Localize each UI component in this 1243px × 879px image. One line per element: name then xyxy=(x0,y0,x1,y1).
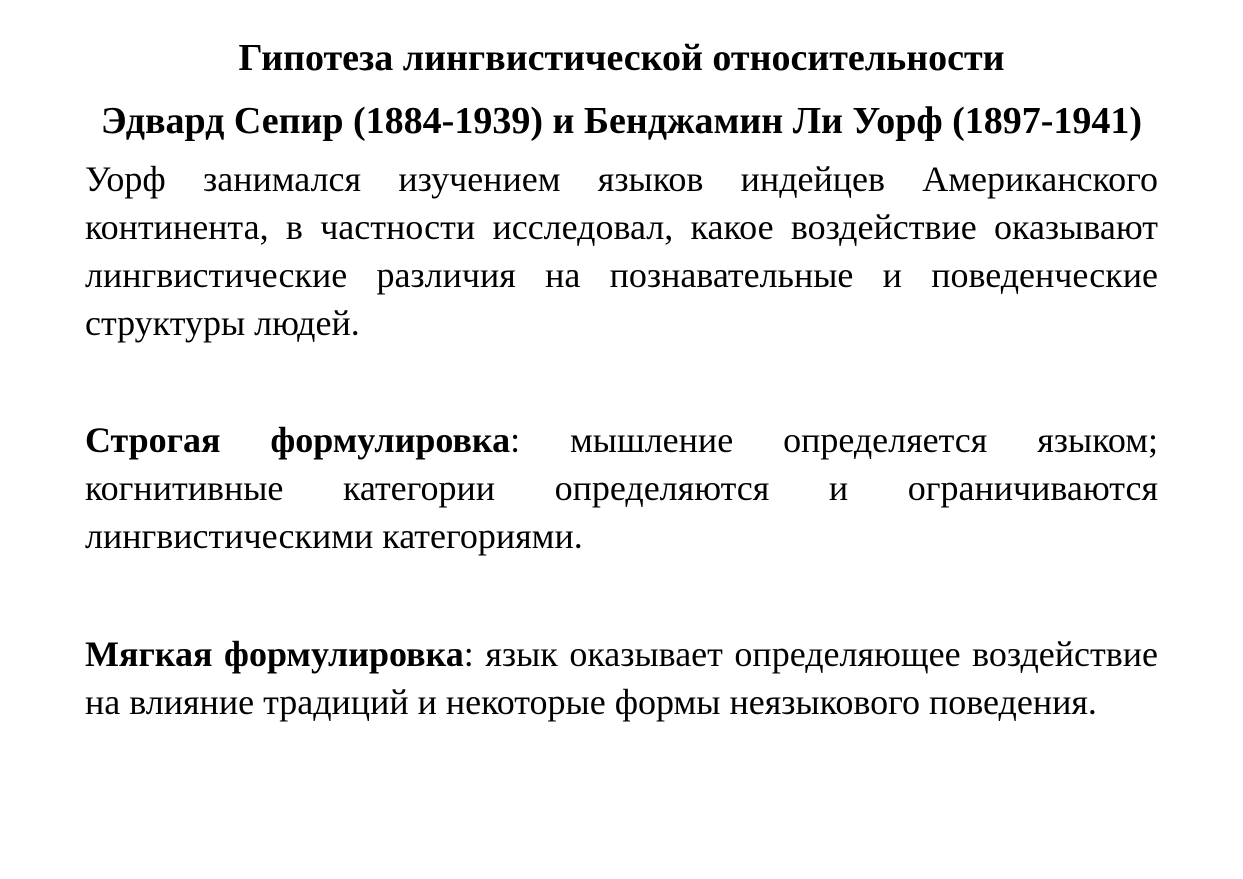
soft-formulation-paragraph xyxy=(85,630,1158,726)
strict-formulation-separator: : xyxy=(510,420,521,460)
page-subtitle: Эдвард Сепир (1884-1939) и Бенджамин Ли Уорф (1897-1941) xyxy=(100,100,1143,142)
intro-paragraph: Уорф занимался изучением языков индейцев Американского континента, в частности исследовал, какое воздействие оказывают лингвистические различия на познавательные и поведенческие структуры людей. xyxy=(85,159,1158,343)
soft-formulation-text: язык оказывает определяющее воздействие на влияние традиций и некоторые формы неязыкового поведения. xyxy=(85,634,1158,722)
soft-formulation-separator: : xyxy=(463,634,474,674)
page-title: Гипотеза лингвистической относительности xyxy=(238,37,1005,79)
strict-formulation-paragraph xyxy=(85,416,1158,560)
strict-formulation-term: Строгая формулировка xyxy=(85,420,511,460)
strict-formulation-text: мышление определяется языком; когнитивные категории определяются и ограничиваются лингвистическими категориями. xyxy=(85,420,1158,556)
soft-formulation-term: Мягкая формулировка xyxy=(85,634,464,674)
